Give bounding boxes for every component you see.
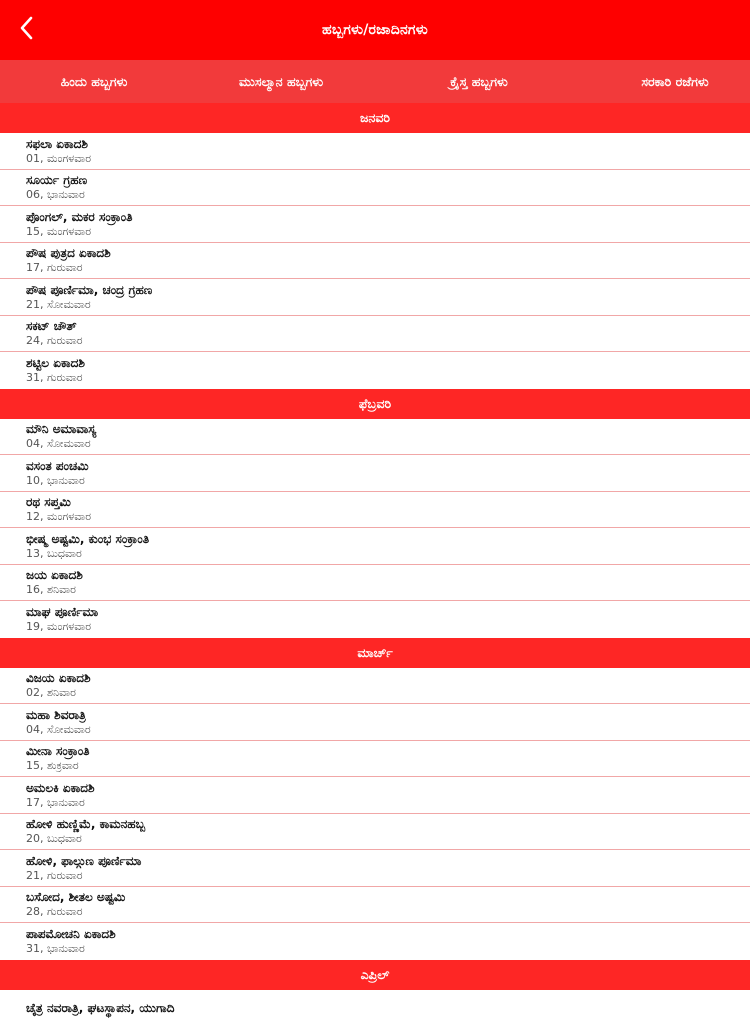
festival-item[interactable] (0, 668, 750, 705)
festival-name: ಹೋಳಿ ಹುಣ್ಣಿಮೆ, ಕಾಮನಹಬ್ಬ (26, 816, 750, 832)
tab-muslim-festivals[interactable]: ಮುಸಲ್ಮಾನ ಹಬ್ಬಗಳು (186, 74, 376, 90)
festival-name: ಸೂರ್ಯ ಗ್ರಹಣ (26, 172, 750, 188)
festival-name: ಅಮಲಕಿ ಏಕಾದಶಿ (26, 780, 750, 796)
festival-name: ಶಟ್ಟಿಲ ಏಕಾದಶಿ (26, 355, 750, 371)
festival-name: ಪೌಷ ಪೂರ್ಣಿಮಾ, ಚಂದ್ರ ಗ್ರಹಣ (26, 282, 750, 298)
festival-name: ವಸಂತ ಪಂಚಮಿ (26, 458, 750, 474)
festival-name: ಪೊಂಗಲ್, ಮಕರ ಸಂಕ್ರಾಂತಿ (26, 209, 750, 225)
month-section (0, 389, 750, 638)
category-tabs (0, 60, 750, 103)
festival-name: ಮಾಘ ಪೂರ್ಣಿಮಾ (26, 604, 750, 620)
month-section (0, 960, 750, 1026)
festival-name: ಬಸೋದ, ಶೀತಲ ಅಷ್ಟಮಿ (26, 889, 750, 905)
festival-item[interactable] (0, 170, 750, 207)
festival-name: ಸಕಟ್ ಚೌತ್ (26, 318, 750, 334)
festival-date: 01, ಮಂಗಳವಾರ (26, 152, 750, 166)
tab-government-holidays[interactable]: ಸರಕಾರಿ ರಜೆಗಳು (576, 74, 750, 90)
festival-name: ಮೌನಿ ಅಮಾವಾಸ್ಯ (26, 421, 750, 437)
festival-date: 10, ಭಾನುವಾರ (26, 474, 750, 488)
festival-date: 19, ಮಂಗಳವಾರ (26, 620, 750, 634)
month-section (0, 103, 750, 389)
festival-item[interactable] (0, 528, 750, 565)
month-header: ಜನವರಿ (0, 103, 750, 133)
festival-date: 28, ಗುರುವಾರ (26, 905, 750, 919)
festival-item[interactable] (0, 352, 750, 389)
festival-name: ಸಫಲಾ ಏಕಾದಶಿ (26, 136, 750, 152)
festival-name: ಮಹಾ ಶಿವರಾತ್ರಿ (26, 707, 750, 723)
tab-hindu-festivals[interactable]: ಹಿಂದು ಹಬ್ಬಗಳು (0, 74, 186, 90)
festival-date: 12, ಮಂಗಳವಾರ (26, 510, 750, 524)
festival-date: 24, ಗುರುವಾರ (26, 334, 750, 348)
festival-name: ಜಯ ಏಕಾದಶಿ (26, 567, 750, 583)
festival-item[interactable] (0, 565, 750, 602)
festival-item[interactable] (0, 850, 750, 887)
festival-date: 31, ಭಾನುವಾರ (26, 942, 750, 956)
festival-name: ಹೋಳಿ, ಫಾಲ್ಗುಣ ಪೂರ್ಣಿಮಾ (26, 853, 750, 869)
festival-item[interactable] (0, 601, 750, 638)
festival-date: 13, ಬುಧವಾರ (26, 547, 750, 561)
festival-item[interactable] (0, 814, 750, 851)
festival-date: 04, ಸೋಮವಾರ (26, 723, 750, 737)
page-title: ಹಬ್ಬಗಳು/ರಜಾದಿನಗಳು (322, 22, 428, 38)
festival-date: 31, ಗುರುವಾರ (26, 371, 750, 385)
festival-name: ಪಾಪಮೋಚನಿ ಏಕಾದಶಿ (26, 926, 750, 942)
festival-date: 04, ಸೋಮವಾರ (26, 437, 750, 451)
festival-item[interactable] (0, 243, 750, 280)
back-button[interactable] (8, 12, 44, 48)
festival-date: 16, ಶನಿವಾರ (26, 583, 750, 597)
festival-item[interactable] (0, 704, 750, 741)
festival-date: 20, ಬುಧವಾರ (26, 832, 750, 846)
festival-list[interactable] (0, 103, 750, 1000)
festival-name: ಪೌಷ ಪುತ್ರದ ಏಕಾದಶಿ (26, 245, 750, 261)
festival-item[interactable] (0, 887, 750, 924)
festival-name: ಚೈತ್ರ ನವರಾತ್ರಿ, ಘಟಸ್ಥಾಪನ, ಯುಗಾದಿ (26, 1000, 750, 1016)
festival-date: 02, ಶನಿವಾರ (26, 686, 750, 700)
festival-item[interactable] (0, 455, 750, 492)
festival-name: ವಿಜಯ ಏಕಾದಶಿ (26, 670, 750, 686)
festival-name: ಭೀಷ್ಮ ಅಷ್ಟಮಿ, ಕುಂಭ ಸಂಕ್ರಾಂತಿ (26, 531, 750, 547)
app-header (0, 0, 750, 60)
month-section (0, 638, 750, 960)
festival-item[interactable] (0, 777, 750, 814)
chevron-left-icon (17, 15, 35, 45)
festival-date: 21, ಗುರುವಾರ (26, 869, 750, 883)
festival-date: 15, ಶುಕ್ರವಾರ (26, 759, 750, 773)
festival-name: ಮೀನಾ ಸಂಕ್ರಾಂತಿ (26, 743, 750, 759)
festival-item[interactable] (0, 279, 750, 316)
festival-item[interactable] (0, 990, 750, 1026)
festival-item[interactable] (0, 133, 750, 170)
festival-item[interactable] (0, 492, 750, 529)
festival-item[interactable] (0, 923, 750, 960)
festival-date: 17, ಗುರುವಾರ (26, 261, 750, 275)
festival-date: 21, ಸೋಮವಾರ (26, 298, 750, 312)
month-header: ಮಾರ್ಚ್ (0, 638, 750, 668)
festival-date: 17, ಭಾನುವಾರ (26, 796, 750, 810)
festival-date: 06, ಭಾನುವಾರ (26, 188, 750, 202)
festival-date: 15, ಮಂಗಳವಾರ (26, 225, 750, 239)
festival-item[interactable] (0, 316, 750, 353)
tab-christian-festivals[interactable]: ಕ್ರೈಸ್ತ ಹಬ್ಬಗಳು (376, 74, 576, 90)
month-header: ಫೆಬ್ರವರಿ (0, 389, 750, 419)
festival-item[interactable] (0, 206, 750, 243)
festival-name: ರಥ ಸಪ್ತಮಿ (26, 494, 750, 510)
month-header: ಎಪ್ರಿಲ್ (0, 960, 750, 990)
festival-item[interactable] (0, 741, 750, 778)
festival-item[interactable] (0, 419, 750, 456)
